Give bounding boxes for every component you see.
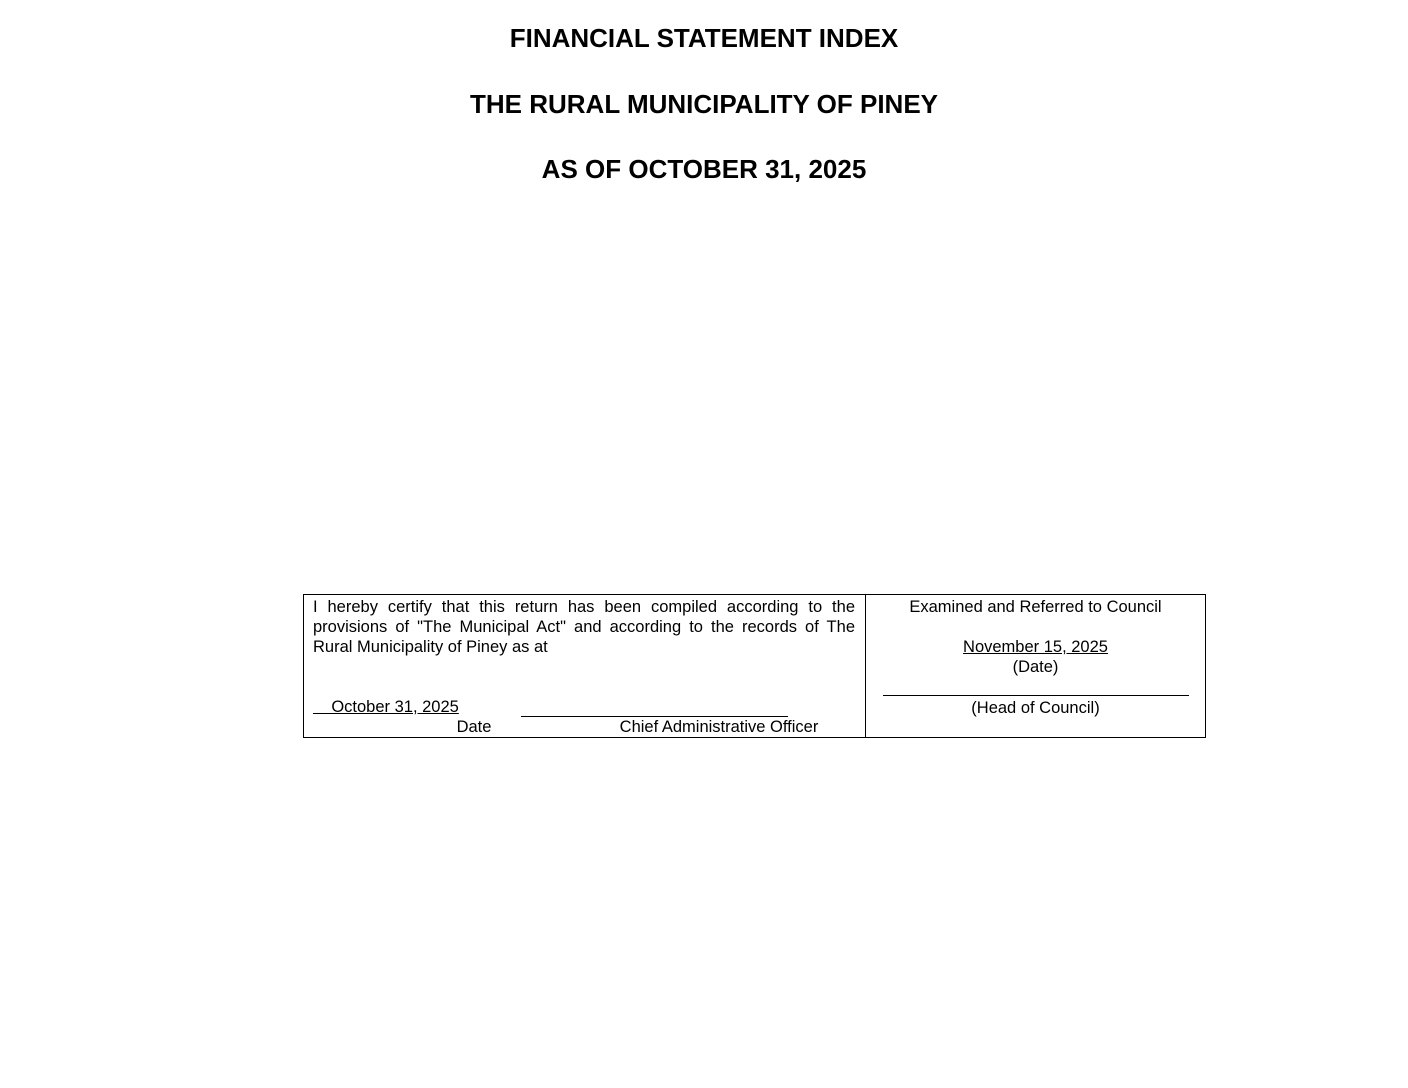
head-of-council-label: (Head of Council) [971, 699, 1100, 717]
examined-referred-text: Examined and Referred to Council [909, 598, 1162, 616]
certification-date-label: Date [456, 718, 492, 736]
as-of-date-heading: AS OF OCTOBER 31, 2025 [541, 154, 867, 184]
head-of-council-signature-line [883, 695, 1189, 696]
document-title: FINANCIAL STATEMENT INDEX [509, 23, 899, 53]
council-date-label: (Date) [1012, 658, 1059, 676]
council-date-row [866, 637, 1205, 657]
council-cell [866, 595, 1205, 737]
municipality-name: THE RURAL MUNICIPALITY OF PINEY [469, 89, 939, 119]
certification-date-value: October 31, 2025 [313, 698, 459, 716]
officer-title-label: Chief Administrative Officer [619, 718, 819, 736]
certification-cell [304, 595, 865, 737]
council-date-value: November 15, 2025 [963, 638, 1108, 656]
certification-box [303, 594, 1206, 738]
certification-statement: I hereby certify that this return has been compiled according to the provisions of "The Municipal Act" and according to the records of The Rural Municipality of Piney as at [313, 598, 855, 656]
